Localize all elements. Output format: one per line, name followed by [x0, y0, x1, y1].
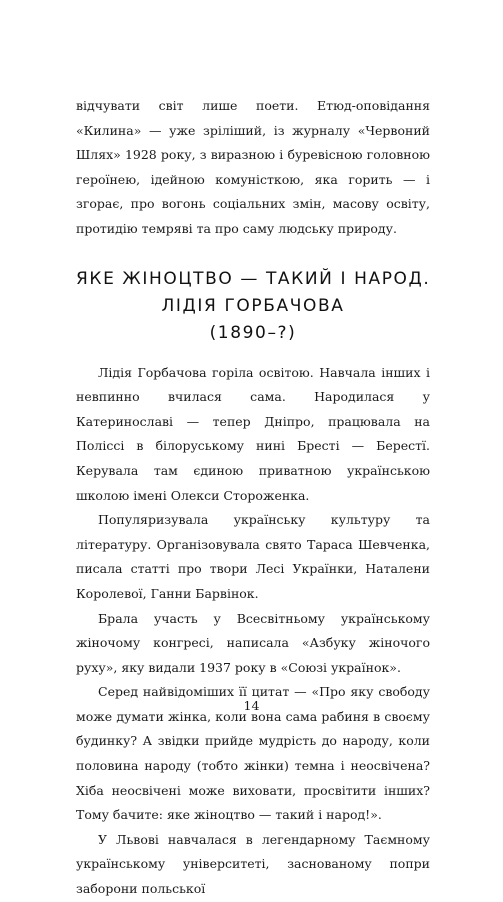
page-number: 14 [243, 698, 260, 713]
page-body [76, 94, 430, 902]
section-heading [76, 266, 430, 347]
heading-line-title: ЯКЕ ЖІНОЦТВО — ТАКИЙ І НАРОД. [76, 268, 431, 289]
body-paragraph-4: Серед найвідоміших її цитат — «Про яку свободу може думати жінка, коли вона сама рабиня в своєму будинку? А звідки прийде мудрість до народу, коли половина народу (тобто жінки) темна і неосвічена? Хіба неосвічені може виховати, просвітити інших? Тому бачите: яке жіноцтво — такий і народ!». [76, 684, 430, 823]
heading-line-years: (1890–?) [209, 322, 297, 343]
body-paragraph-1: Лідія Горбачова горіла освітою. Навчала інших і невпинно вчилася сама. Народилася у Катеринославі — тепер Дніпро, працювала на Поліссі в білоруському нині Бресті — Берестї. Керувала там єдиною приватною українською школою імені Олекси Стороженка. [76, 364, 430, 503]
body-paragraph-2: Популяризувала українську культуру та літературу. Організовувала свято Тараса Шевченка, писала статті про твори Лесі Українки, Наталени Королевої, Ганни Барвінок. [76, 512, 430, 601]
body-paragraph-3: Брала участь у Всесвітньому українському жіночому конгресі, написала «Азбуку жіночого руху», яку видали 1937 року в «Союзі українок». [76, 610, 430, 675]
heading-line-name: ЛІДІЯ ГОРБАЧОВА [161, 295, 345, 316]
intro-paragraph: відчувати світ лише поети. Етюд-оповідання «Килина» — уже зріліший, із журналу «Червоний Шлях» 1928 року, з виразною і буревісною головною героїнею, ідейною комуністкою, яка горить — і згорає, про вогонь соціальних змін, масову освіту, протидію темряві та про саму людську природу. [76, 98, 430, 236]
body-paragraph-5: У Львові навчалася в легендарному Таємному українському університеті, заснованому попри заборони польської [76, 831, 430, 897]
